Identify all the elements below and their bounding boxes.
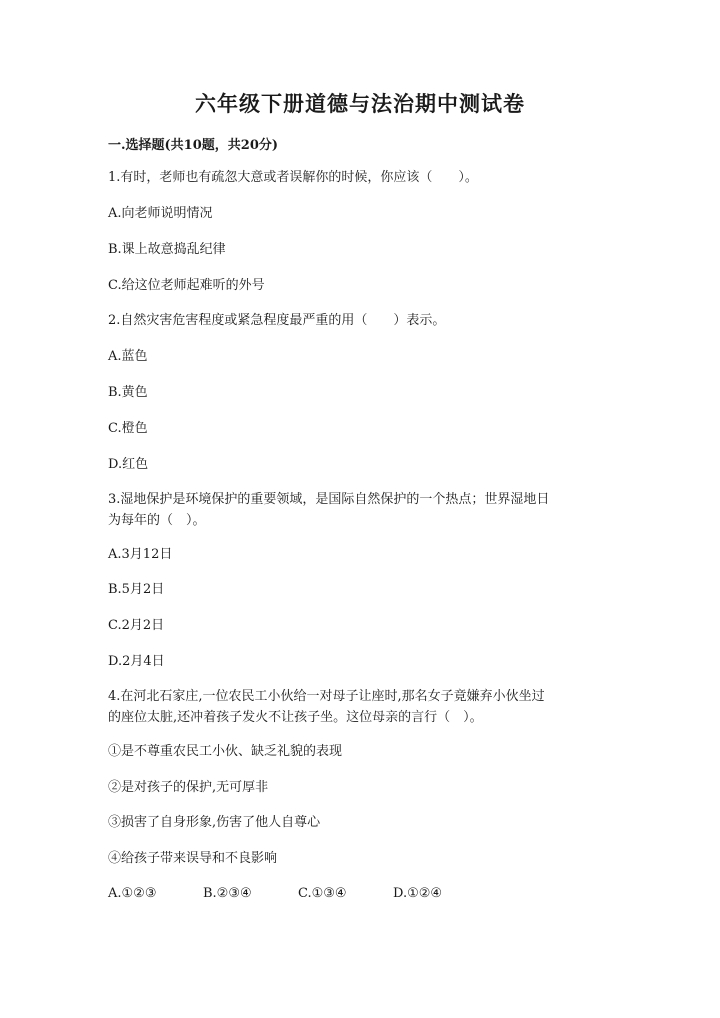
exam-title: 六年级下册道德与法治期中测试卷 (195, 91, 525, 116)
question-4-stem-line-1: 4.在河北石家庄,一位农民工小伙给一对母子让座时,那名女子竟嫌弃小伙坐过 (108, 689, 545, 704)
question-2-stem: 2.自然灾害危害程度或紧急程度最严重的用（ ）表示。 (108, 313, 446, 328)
question-3-option-d: D.2月4日 (108, 654, 165, 669)
question-1-option-a: A.向老师说明情况 (108, 206, 213, 221)
question-4-statement-1: ①是不尊重农民工小伙、缺乏礼貌的表现 (108, 744, 343, 759)
question-3-option-b: B.5月2日 (108, 582, 165, 597)
question-4-stem-line-2: 的座位太脏,还冲着孩子发火不让孩子坐。这位母亲的言行（ ）。 (108, 710, 483, 725)
question-1-stem: 1.有时，老师也有疏忽大意或者误解你的时候，你应该（ ）。 (108, 170, 478, 185)
question-3-stem-line-1: 3.湿地保护是环境保护的重要领域，是国际自然保护的一个热点；世界湿地日 (108, 492, 550, 507)
question-4-option-a: A.①②③ (108, 886, 157, 901)
question-4-option-b: B.②③④ (203, 886, 252, 901)
question-3-option-a: A.3月12日 (108, 547, 173, 562)
section-header: 一.选择题(共10题，共20分) (108, 138, 279, 153)
question-2-option-c: C.橙色 (108, 421, 148, 436)
question-1-option-c: C.给这位老师起难听的外号 (108, 278, 265, 293)
question-1-option-b: B.课上故意捣乱纪律 (108, 242, 226, 257)
question-4-option-c: C.①③④ (298, 886, 347, 901)
question-4-statement-4: ④给孩子带来误导和不良影响 (108, 851, 278, 866)
question-2-option-a: A.蓝色 (108, 349, 148, 364)
question-2-option-d: D.红色 (108, 457, 149, 472)
question-4-statement-2: ②是对孩子的保护,无可厚非 (108, 780, 269, 795)
question-4-statement-3: ③损害了自身形象,伤害了他人自尊心 (108, 815, 321, 830)
question-4-option-d: D.①②④ (393, 886, 443, 901)
question-3-option-c: C.2月2日 (108, 618, 165, 633)
question-3-stem-line-2: 为每年的（ ）。 (108, 513, 206, 528)
question-2-option-b: B.黄色 (108, 385, 148, 400)
